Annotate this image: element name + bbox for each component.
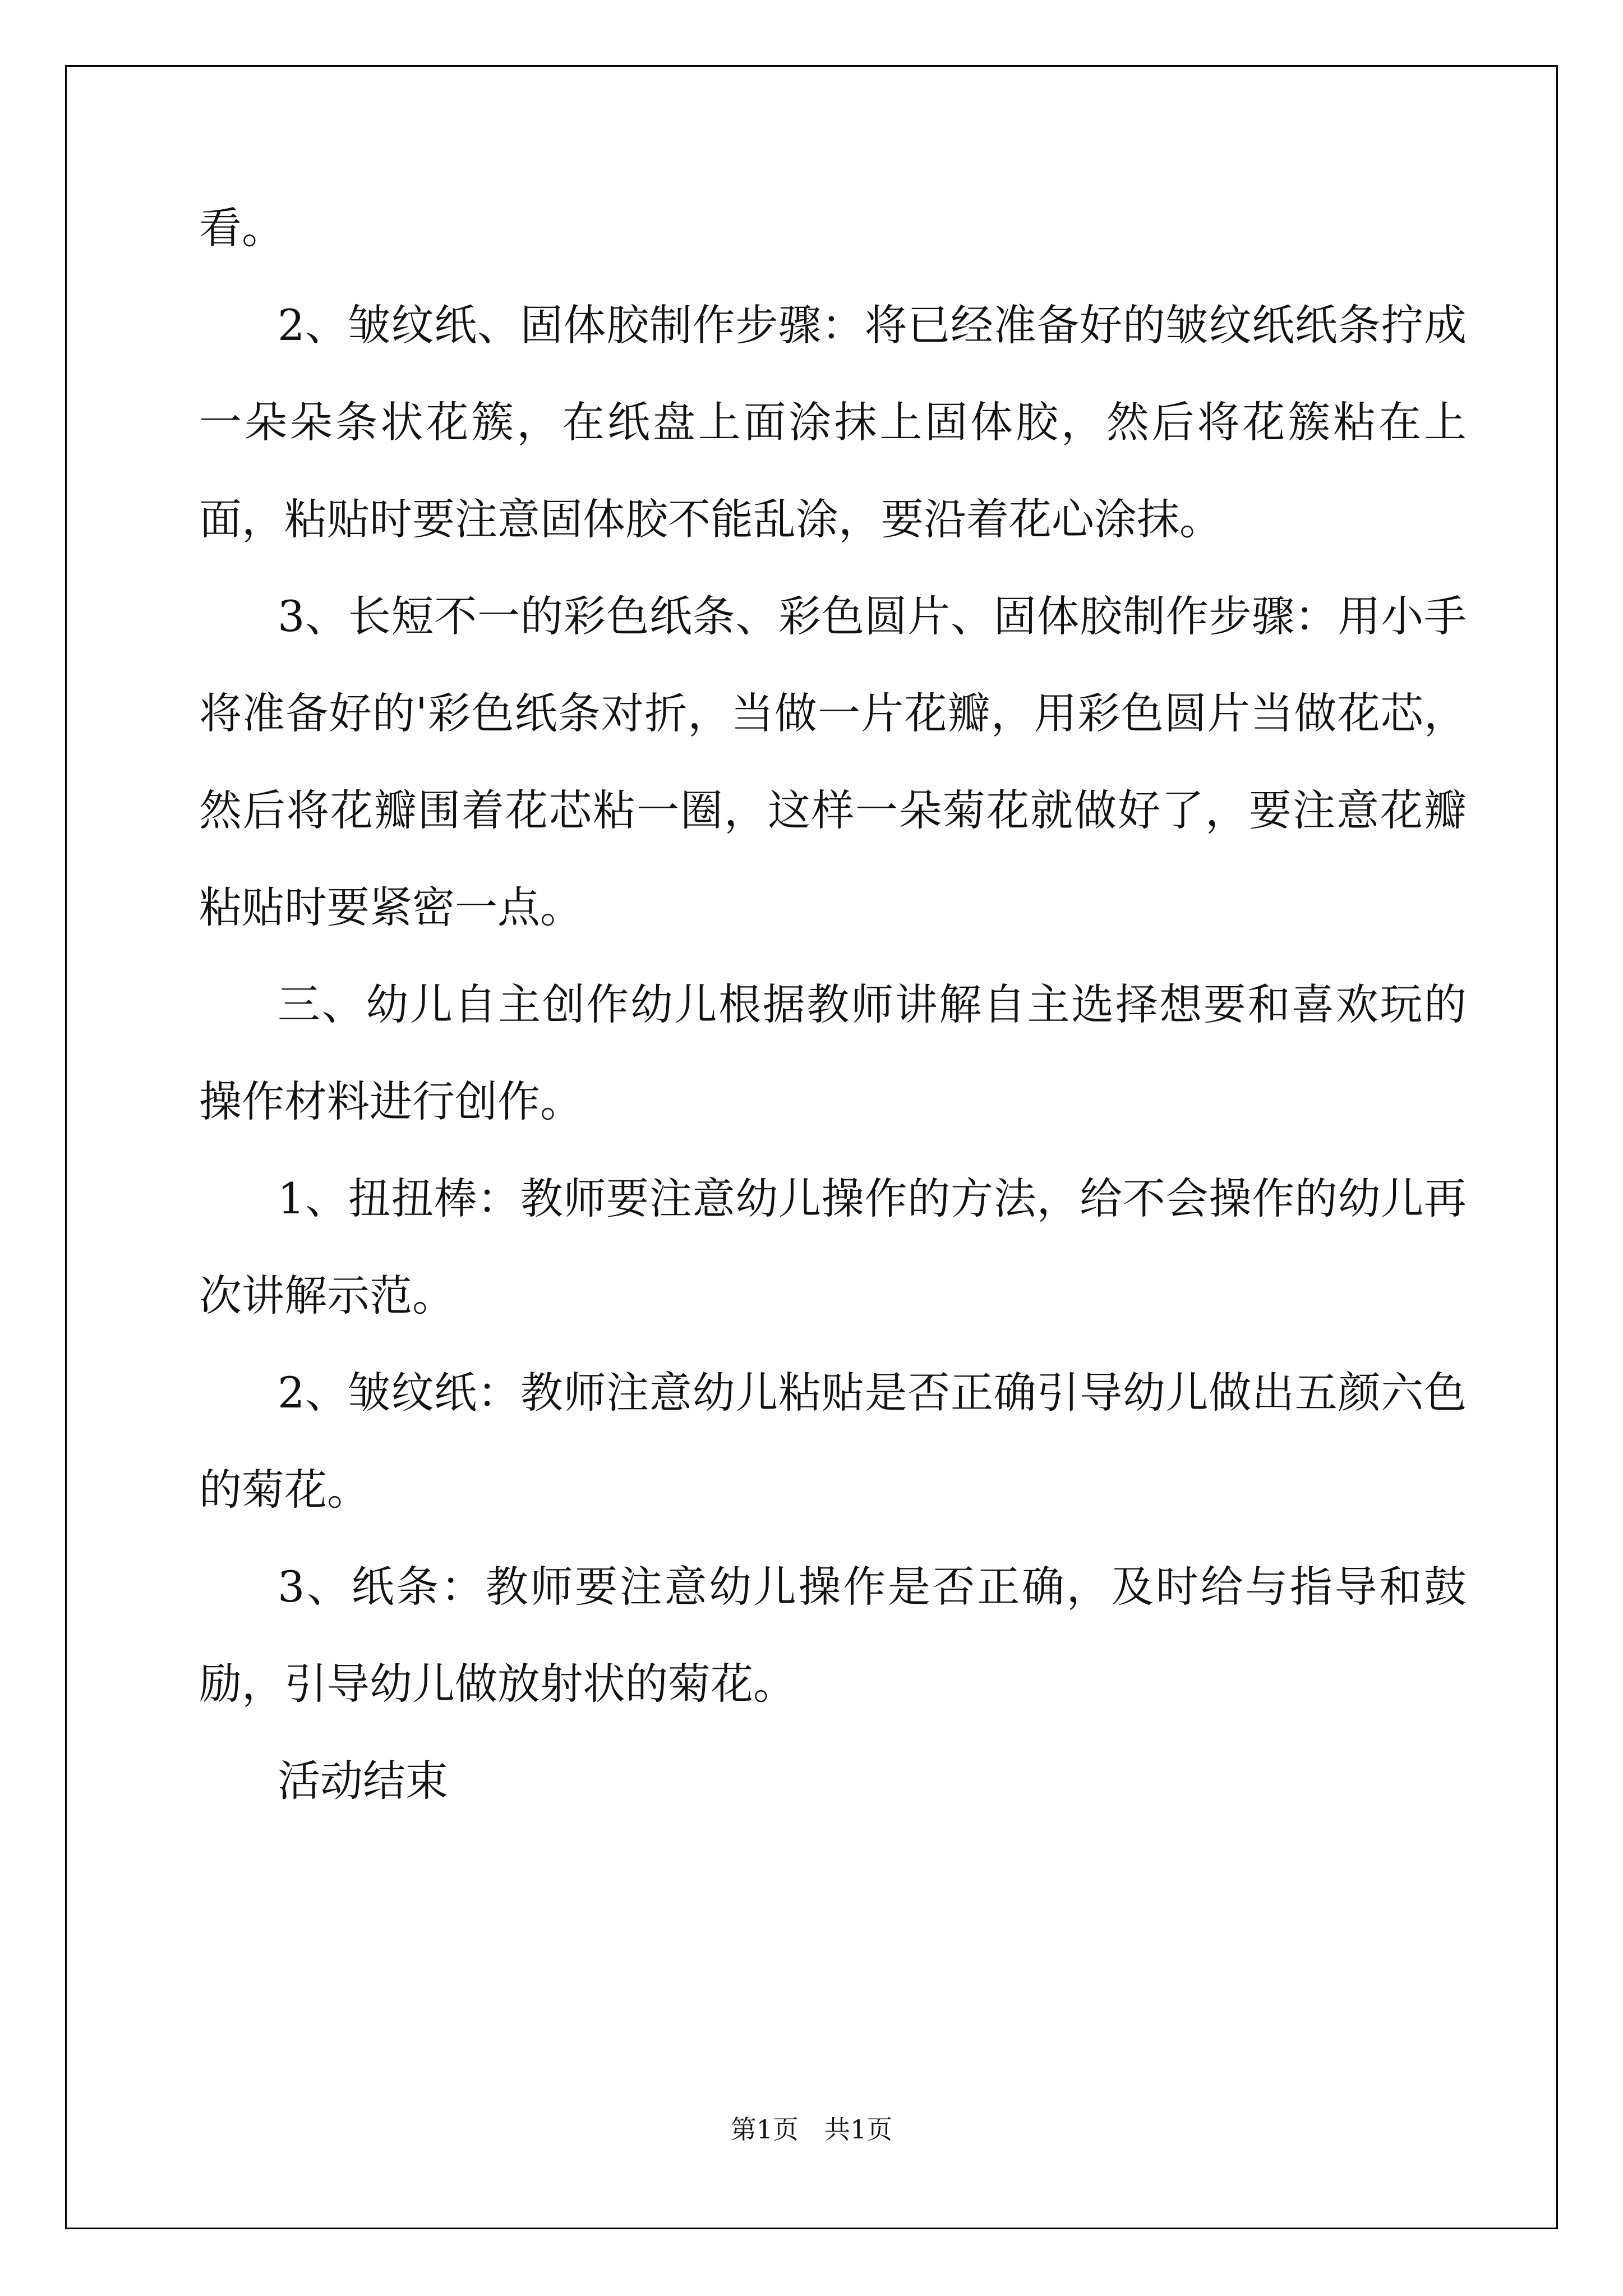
paragraph-6: 2、皱纹纸：教师注意幼儿粘贴是否正确引导幼儿做出五颜六色的菊花。 — [199, 1368, 1467, 1515]
document-body — [199, 180, 1467, 1829]
paragraph-5: 1、扭扭棒：教师要注意幼儿操作的方法，给不会操作的幼儿再次讲解示范。 — [199, 1174, 1467, 1320]
paragraph-3: 3、长短不一的彩色纸条、彩色圆片、固体胶制作步骤：用小手将准备好的'彩色纸条对折，当做一片花瓣，用彩色圆片当做花芯，然后将花瓣围着花芯粘一圈，这样一朵菊花就做好了，要注意花瓣粘贴时要紧密一点。 — [199, 591, 1467, 932]
paragraph-4: 三、幼儿自主创作幼儿根据教师讲解自主选择想要和喜欢玩的操作材料进行创作。 — [199, 979, 1467, 1126]
page-footer: 第1页 共1页 — [730, 2114, 893, 2145]
paragraph-2: 2、皱纹纸、固体胶制作步骤：将已经准备好的皱纹纸纸条拧成一朵朵条状花簇，在纸盘上面涂抹上固体胶，然后将花簇粘在上面，粘贴时要注意固体胶不能乱涂，要沿着花心涂抹。 — [199, 300, 1467, 544]
paragraph-1: 看。 — [199, 203, 284, 253]
paragraph-8: 活动结束 — [278, 1756, 448, 1806]
paragraph-7: 3、纸条：教师要注意幼儿操作是否正确，及时给与指导和鼓励，引导幼儿做放射状的菊花。 — [199, 1562, 1467, 1709]
